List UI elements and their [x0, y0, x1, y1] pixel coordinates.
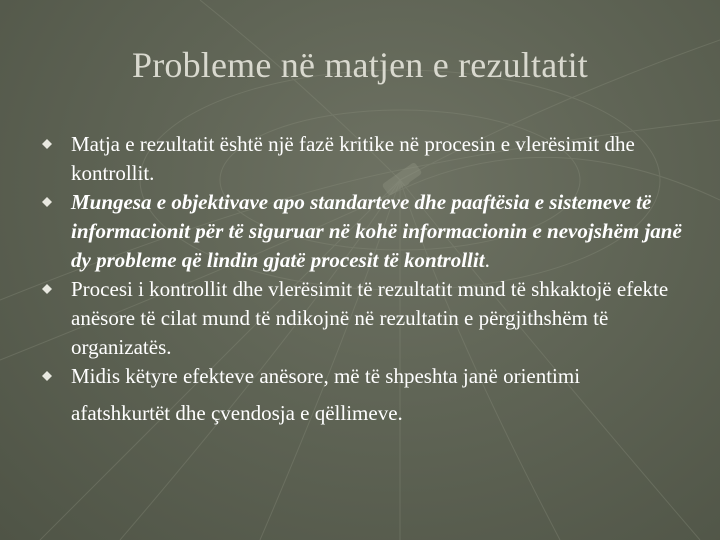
slide-title: Probleme në matjen e rezultatit: [131, 45, 589, 85]
bullet-text: Procesi i kontrollit dhe vlerësimit të rezultatit mund të shkaktojë efekte anësore të cilat mund të ndikojnë në rezultatin e përgjithshëm të organizatës.: [71, 277, 669, 359]
diamond-bullet-icon: [42, 197, 52, 207]
bullet-item: [40, 275, 690, 362]
bullet-item: [40, 362, 690, 428]
bullet-list: [40, 130, 690, 428]
bullet-text-emphasis: Mungesa e objektivave apo standarteve dhe paaftësia e sistemeve të informacionit për të siguruar në kohë informacionin e nevojshëm janë dy probleme që lindin gjatë procesit të kontrollit: [71, 190, 682, 272]
bullet-text: Midis këtyre efekteve anësore, më të shpeshta janë orientimi: [71, 364, 581, 388]
diamond-bullet-icon: [42, 284, 52, 294]
bullet-text-continuation: afatshkurtët dhe çvendosja e qëllimeve.: [71, 401, 403, 425]
bullet-item: [40, 130, 690, 188]
bullet-item: [40, 188, 690, 275]
bullet-text: Matja e rezultatit është një fazë kritike në procesin e vlerësimit dhe kontrollit.: [71, 132, 635, 185]
diamond-bullet-icon: [42, 139, 52, 149]
diamond-bullet-icon: [42, 371, 52, 381]
bullet-text-suffix: .: [484, 248, 490, 272]
